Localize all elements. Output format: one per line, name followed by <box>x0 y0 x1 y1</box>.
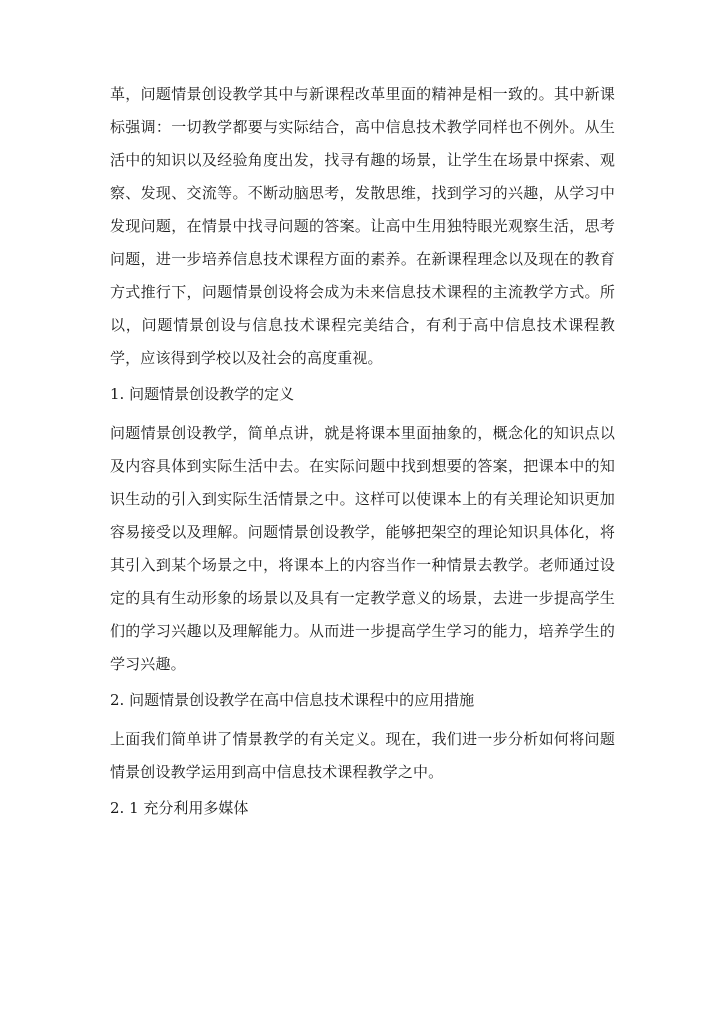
intro-paragraph: 革，问题情景创设教学其中与新课程改革里面的精神是相一致的。其中新课标强调：一切教学都要与实际结合，高中信息技术教学同样也不例外。从生活中的知识以及经验角度出发，找寻有趣的场景，让学生在场景中探索、观察、发现、交流等。不断动脑思考，发散思维，找到学习的兴趣，从学习中发现问题，在情景中找寻问题的答案。让高中生用独特眼光观察生活，思考问题，进一步培养信息技术课程方面的素养。在新课程理念以及现在的教育方式推行下，问题情景创设将会成为未来信息技术课程的主流教学方式。所以，问题情景创设与信息技术课程完美结合，有利于高中信息技术课程教学，应该得到学校以及社会的高度重视。 <box>110 85 615 367</box>
section-2-heading: 2. 问题情景创设教学在高中信息技术课程中的应用措施 <box>110 691 475 709</box>
section-2-body: 上面我们简单讲了情景教学的有关定义。现在，我们进一步分析如何将问题情景创设教学运用到高中信息技术课程教学之中。 <box>110 730 615 781</box>
section-1-body: 问题情景创设教学，简单点讲，就是将课本里面抽象的，概念化的知识点以及内容具体到实际生活中去。在实际问题中找到想要的答案，把课本中的知识生动的引入到实际生活情景之中。这样可以使课本上的有关理论知识更加容易接受以及理解。问题情景创设教学，能够把架空的理论知识具体化，将其引入到某个场景之中，将课本上的内容当作一种情景去教学。老师通过设定的具有生动形象的场景以及具有一定教学意义的场景，去进一步提高学生们的学习兴趣以及理解能力。从而进一步提高学生学习的能力，培养学生的学习兴趣。 <box>110 424 615 673</box>
section-1-heading: 1. 问题情景创设教学的定义 <box>110 385 295 403</box>
section-2-1-heading: 2. 1 充分利用多媒体 <box>110 799 249 817</box>
document-page <box>110 78 615 825</box>
